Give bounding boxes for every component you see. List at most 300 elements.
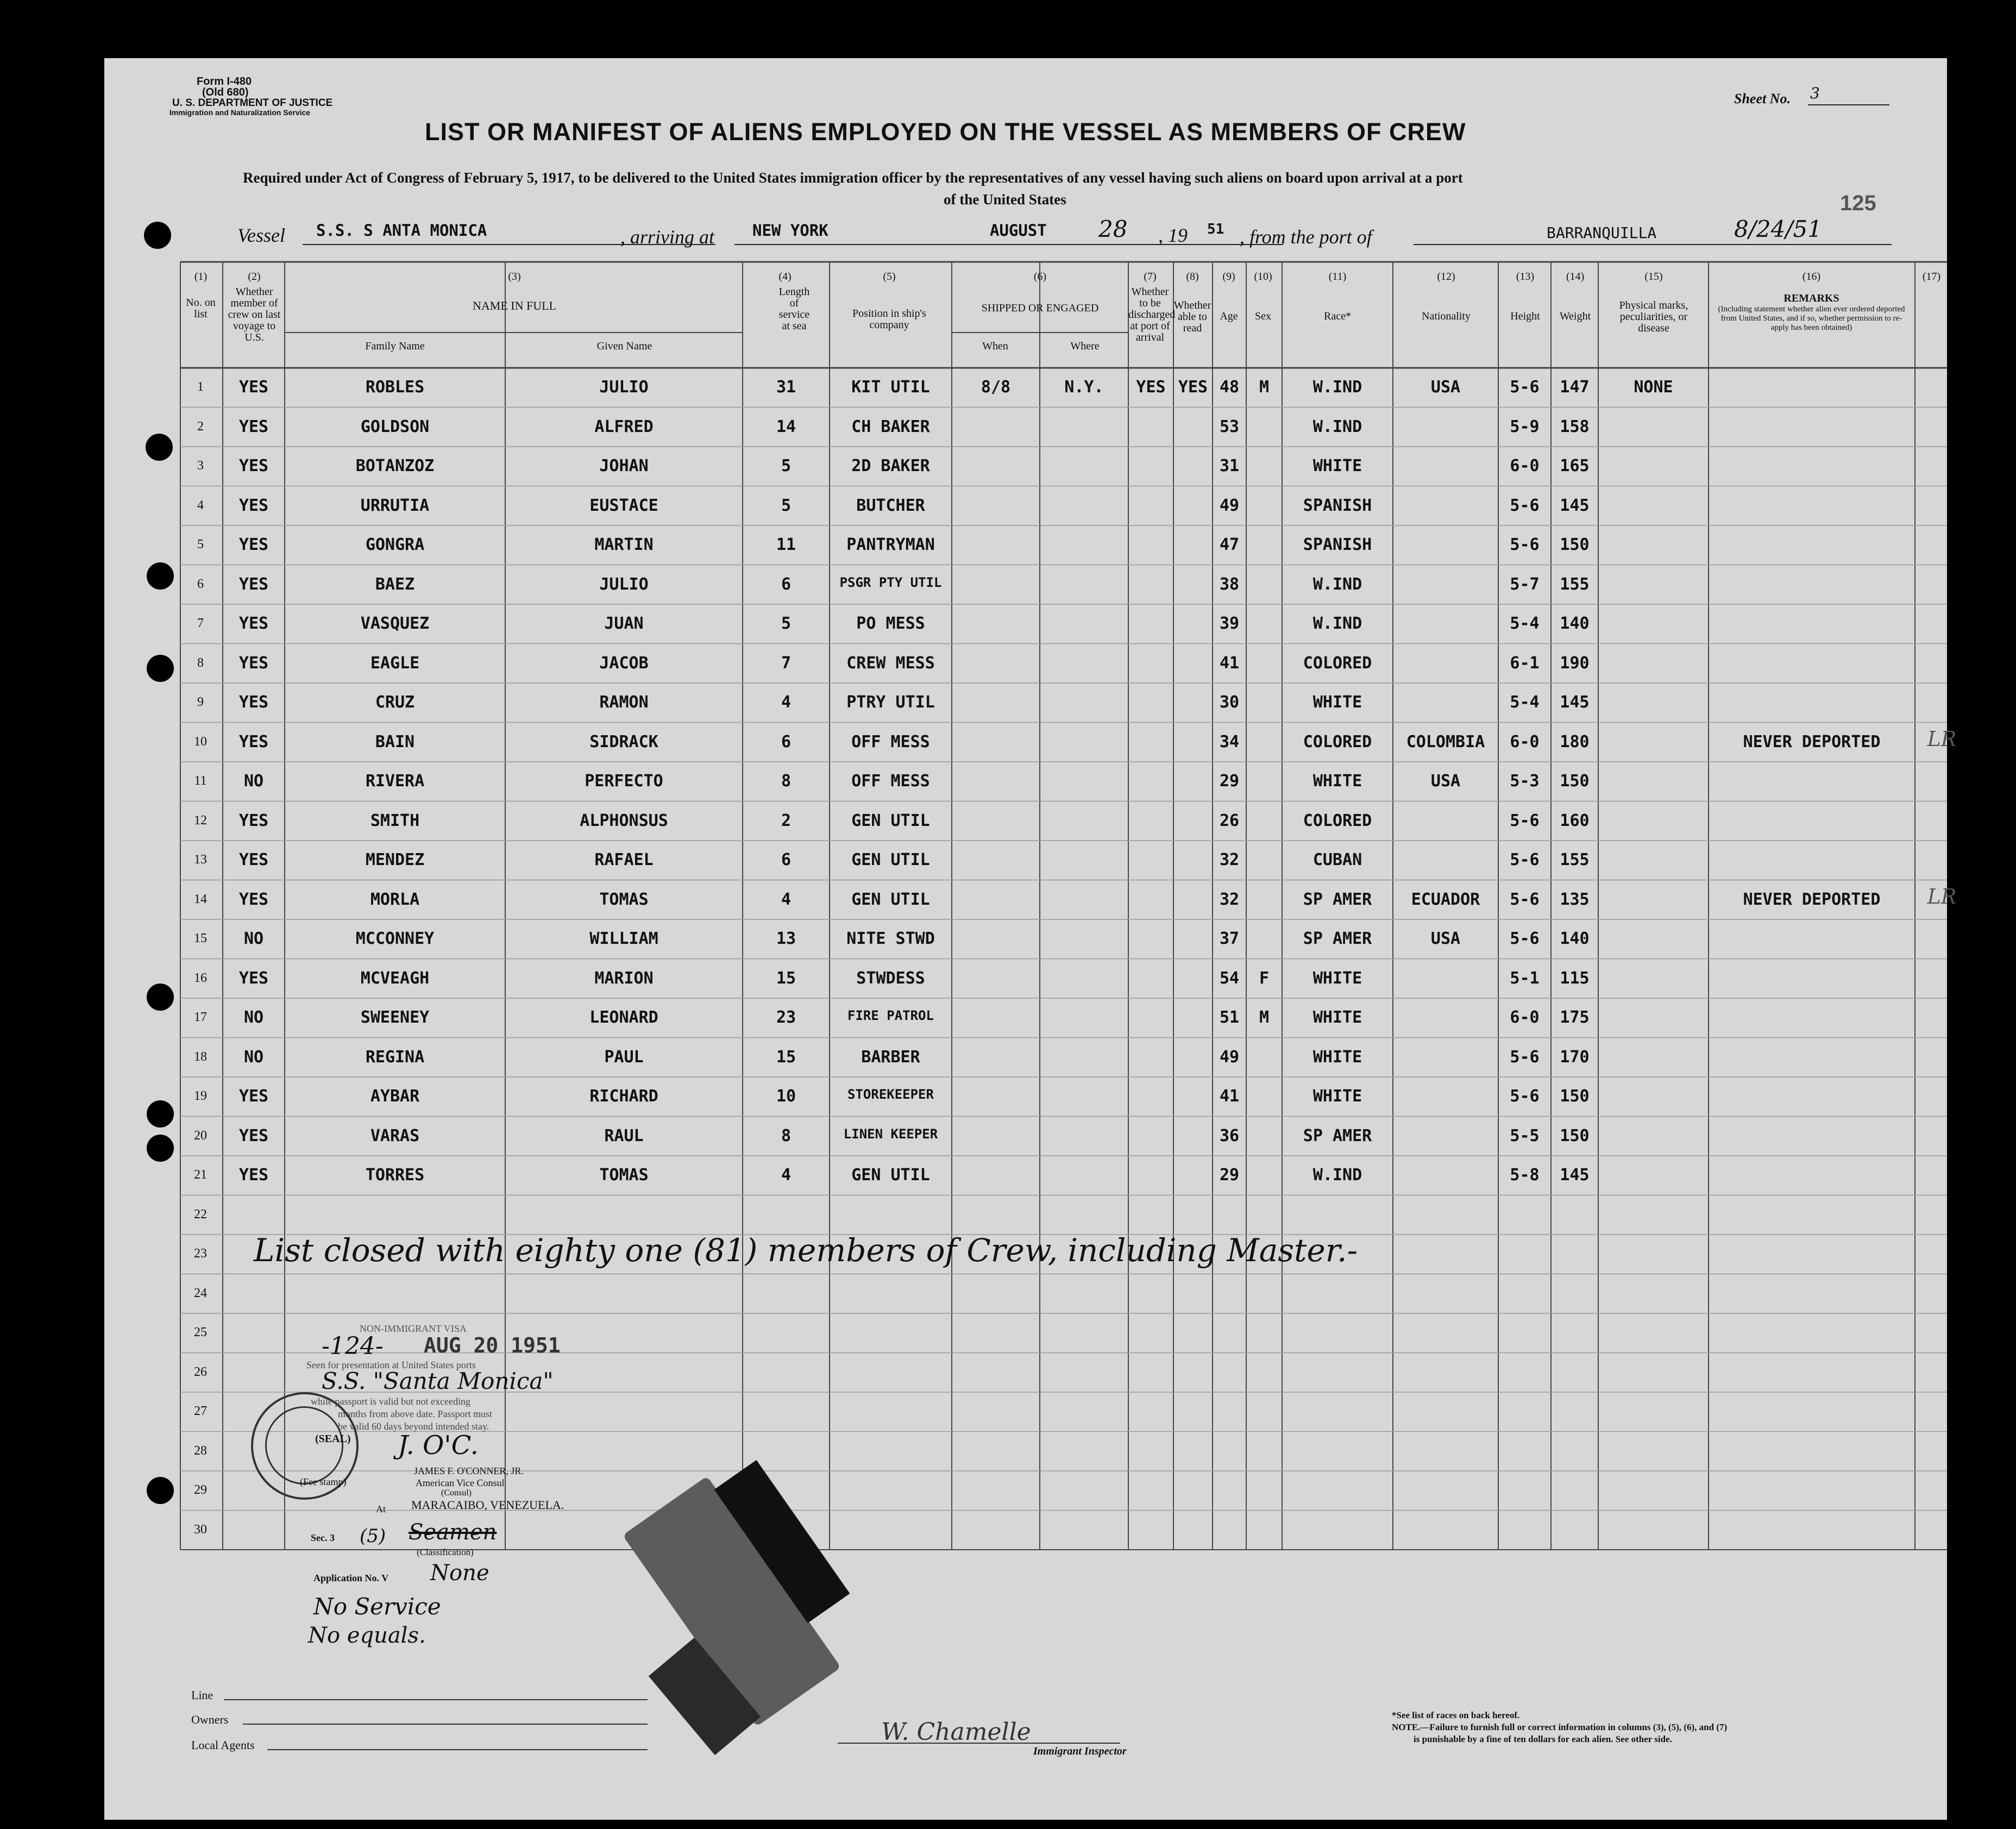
row-number: 26: [194, 1364, 207, 1379]
row-number: 17: [194, 1010, 207, 1024]
cell-height: 5-6: [1510, 1087, 1540, 1106]
cell-given-name: ALFRED: [594, 417, 654, 436]
cell-race: WHITE: [1312, 456, 1362, 475]
cell-service-length: 6: [781, 732, 792, 751]
cell-given-name: WILLIAM: [589, 929, 658, 948]
row-number: 11: [194, 774, 207, 788]
row-number: 3: [197, 459, 204, 473]
cell-position: FIRE PATROL: [847, 1008, 934, 1023]
col7-num: (7): [1144, 271, 1157, 283]
row-number: 18: [194, 1049, 207, 1064]
cell-service-length: 14: [776, 417, 796, 436]
cell-family-name: MCCONNEY: [355, 929, 435, 948]
col15-label: Physical marks, peculiarities, or disease: [1619, 299, 1688, 334]
cell-race: WHITE: [1312, 1047, 1362, 1067]
cell-position: NITE STWD: [846, 929, 935, 948]
cell-service-length: 6: [781, 850, 792, 869]
col6-where: Where: [1070, 340, 1100, 352]
cell-weight: 145: [1560, 693, 1590, 712]
cell-weight: 190: [1560, 653, 1590, 673]
cell-height: 5-6: [1510, 811, 1540, 830]
vessel-label: Vessel: [237, 224, 285, 246]
cell-age: 29: [1219, 1166, 1240, 1185]
col10-num: (10): [1254, 271, 1272, 283]
cell-position: GEN UTIL: [851, 890, 930, 909]
cell-height: 5-5: [1510, 1126, 1540, 1145]
date-note: 8/24/51: [1734, 216, 1822, 242]
row-number: 12: [194, 813, 207, 828]
cell-weight: 150: [1560, 535, 1590, 554]
cell-position: GEN UTIL: [851, 811, 930, 830]
cell-remarks: NEVER DEPORTED: [1743, 890, 1881, 909]
col8-num: (8): [1186, 271, 1199, 283]
closing-note: List closed with eighty one (81) members of Crew, including Master.-: [254, 1232, 1358, 1269]
subtitle-line1: Required under Act of Congress of February 5, 1917, to be delivered to the United States immigration officer by the representatives of any vessel having such aliens on board upon arrival at a port: [243, 170, 1463, 186]
cell-height: 5-7: [1510, 574, 1540, 594]
cell-position: PANTRYMAN: [846, 535, 935, 554]
col5-label: Position in ship's company: [852, 308, 926, 331]
row-number: 30: [194, 1522, 207, 1537]
row-number: 2: [197, 419, 204, 434]
cell-service-length: 15: [776, 968, 796, 988]
cell-given-name: RAMON: [599, 693, 649, 712]
year-prefix: , 19: [1158, 224, 1188, 246]
cell-last-voyage: YES: [238, 417, 269, 436]
cell-weight: 140: [1560, 929, 1590, 948]
cell-position: LINEN KEEPER: [843, 1126, 938, 1142]
cell-service-length: 23: [776, 1008, 796, 1027]
cell-family-name: SMITH: [370, 811, 420, 830]
cell-weight: 145: [1560, 496, 1590, 515]
row-number: 8: [197, 655, 204, 670]
visa-number: -124-: [322, 1332, 384, 1360]
cell-weight: 160: [1560, 811, 1590, 830]
cell-age: 32: [1219, 850, 1240, 869]
cell-position: PTRY UTIL: [846, 693, 935, 712]
row-number: 22: [194, 1207, 207, 1222]
cell-nationality: USA: [1430, 929, 1461, 948]
cell-last-voyage: YES: [238, 456, 269, 475]
cell-race: W.IND: [1312, 1166, 1362, 1185]
cell-nationality: COLOMBIA: [1406, 732, 1485, 751]
cell-race: COLORED: [1303, 732, 1372, 751]
cell-race: COLORED: [1303, 811, 1372, 830]
col16-num: (16): [1802, 271, 1821, 283]
cell-service-length: 11: [776, 535, 796, 554]
row-number: 1: [197, 380, 204, 394]
cell-given-name: EUSTACE: [589, 496, 658, 515]
sec-value: (5): [360, 1525, 386, 1547]
punch-hole: [147, 1135, 174, 1162]
cell-race: W.IND: [1312, 417, 1362, 436]
cell-race: WHITE: [1312, 693, 1362, 712]
cell-height: 5-3: [1510, 772, 1540, 791]
visa-heading: NON-IMMIGRANT VISA: [360, 1323, 467, 1334]
application-label: Application No. V: [313, 1573, 389, 1583]
cell-given-name: PAUL: [604, 1047, 644, 1067]
cell-age: 38: [1219, 574, 1240, 594]
cell-given-name: JOHAN: [599, 456, 649, 475]
cell-family-name: BAIN: [375, 732, 415, 751]
cell-given-name: LEONARD: [589, 1008, 658, 1027]
col9-label: Age: [1220, 310, 1238, 322]
cell-nationality: ECUADOR: [1411, 890, 1480, 909]
punch-hole: [146, 434, 173, 461]
cell-last-voyage: NO: [243, 929, 264, 948]
consul-signature: J. O'C.: [398, 1430, 479, 1461]
cell-service-length: 5: [781, 614, 792, 633]
footer-note-1: NOTE.—Failure to furnish full or correct information in columns (3), (5), (6), and (7): [1392, 1722, 1728, 1732]
cell-height: 5-6: [1510, 890, 1540, 909]
col15-num: (15): [1644, 271, 1663, 283]
year-suffix: 51: [1207, 221, 1224, 237]
consul-sub: (Consul): [441, 1488, 472, 1498]
cell-last-voyage: YES: [238, 850, 269, 869]
page-number-stamp: 125: [1840, 191, 1876, 215]
cell-last-voyage: YES: [238, 496, 269, 515]
cell-position: STOREKEEPER: [847, 1087, 934, 1102]
cell-position: KIT UTIL: [851, 378, 930, 397]
punch-hole: [147, 984, 174, 1011]
cell-when: 8/8: [981, 378, 1011, 397]
cell-height: 5-4: [1510, 614, 1540, 633]
fee-stamp-label: (Fee stamp): [300, 1476, 347, 1487]
col1-num: (1): [194, 271, 208, 283]
cell-family-name: RIVERA: [365, 772, 425, 791]
col12-label: Nationality: [1422, 310, 1471, 322]
cell-last-voyage: YES: [238, 1166, 269, 1185]
cell-last-voyage: NO: [243, 1008, 264, 1027]
cell-height: 5-9: [1510, 417, 1540, 436]
manifest-sheet: [104, 58, 1957, 1820]
cell-service-length: 2: [781, 811, 792, 830]
cell-height: 6-0: [1510, 456, 1540, 475]
cell-age: 26: [1219, 811, 1240, 830]
vessel-name: S.S. S ANTA MONICA: [316, 221, 487, 240]
cell-race: WHITE: [1312, 968, 1362, 988]
cell-weight: 145: [1560, 1166, 1590, 1185]
cell-age: 41: [1219, 1087, 1240, 1106]
col14-num: (14): [1566, 271, 1585, 283]
sheet-label: Sheet No.: [1734, 91, 1791, 107]
col3-label: NAME IN FULL: [473, 299, 556, 312]
cell-height: 5-1: [1510, 968, 1540, 988]
form-old-number: (Old 680): [202, 86, 249, 98]
cell-race: COLORED: [1303, 653, 1372, 673]
cell-position: BARBER: [861, 1047, 920, 1067]
col13-num: (13): [1516, 271, 1535, 283]
footer-owners-underline: [243, 1724, 648, 1725]
row-number: 7: [197, 616, 204, 630]
from-port: BARRANQUILLA: [1547, 224, 1657, 242]
cell-race: WHITE: [1312, 1087, 1362, 1106]
cell-family-name: BAEZ: [375, 574, 415, 594]
cell-service-length: 6: [781, 574, 792, 594]
row-number: 9: [197, 695, 204, 709]
cell-race: SP AMER: [1303, 890, 1372, 909]
footer-owners-label: Owners: [191, 1713, 229, 1726]
cell-last-voyage: YES: [238, 614, 269, 633]
cell-height: 5-6: [1510, 378, 1540, 397]
cell-age: 47: [1219, 535, 1240, 554]
cell-family-name: SWEENEY: [360, 1008, 430, 1027]
punch-hole: [147, 655, 174, 682]
no-equals-note: No equals.: [308, 1623, 426, 1648]
cell-weight: 155: [1560, 850, 1590, 869]
cell-weight: 155: [1560, 574, 1590, 594]
cell-service-length: 5: [781, 456, 792, 475]
cell-given-name: JULIO: [599, 378, 649, 397]
cell-sex: M: [1259, 1008, 1270, 1027]
sec-label: Sec. 3: [311, 1532, 335, 1543]
cell-family-name: MENDEZ: [365, 850, 425, 869]
cell-age: 49: [1219, 1047, 1240, 1067]
cell-service-length: 4: [781, 890, 792, 909]
row-number: 19: [194, 1089, 207, 1103]
cell-weight: 115: [1560, 968, 1590, 988]
cell-position: CREW MESS: [846, 653, 935, 673]
row-number: 21: [194, 1168, 207, 1182]
cell-weight: 150: [1560, 1126, 1590, 1145]
cell-last-voyage: YES: [238, 574, 269, 594]
cell-given-name: RICHARD: [589, 1087, 658, 1106]
cell-given-name: JUAN: [604, 614, 644, 633]
cell-height: 5-4: [1510, 693, 1540, 712]
cell-service-length: 10: [776, 1087, 796, 1106]
cell-race: SPANISH: [1303, 535, 1372, 554]
cell-family-name: URRUTIA: [360, 496, 430, 515]
cell-given-name: TOMAS: [599, 890, 649, 909]
cell-height: 5-6: [1510, 496, 1540, 515]
footer-note-2: is punishable by a fine of ten dollars for each alien. See other side.: [1414, 1734, 1672, 1744]
cell-service-length: 4: [781, 693, 792, 712]
cell-family-name: ROBLES: [365, 378, 425, 397]
cell-where: N.Y.: [1064, 378, 1104, 397]
cell-family-name: AYBAR: [370, 1087, 420, 1106]
footer-agents-label: Local Agents: [191, 1738, 255, 1752]
col16-label: REMARKS: [1783, 292, 1839, 304]
col3-given: Given Name: [596, 340, 652, 352]
cell-nationality: USA: [1430, 378, 1461, 397]
cell-last-voyage: YES: [238, 732, 269, 751]
cell-family-name: GOLDSON: [360, 417, 430, 436]
arrival-day: 28: [1098, 216, 1128, 242]
cell-given-name: ALPHONSUS: [580, 811, 668, 830]
cell-service-length: 7: [781, 653, 792, 673]
cell-family-name: BOTANZOZ: [355, 456, 435, 475]
consul-title: American Vice Consul: [416, 1477, 505, 1488]
cell-race: CUBAN: [1312, 850, 1362, 869]
application-value: None: [430, 1561, 489, 1586]
cell-last-voyage: YES: [238, 811, 269, 830]
cell-weight: 158: [1560, 417, 1590, 436]
col6-when: When: [982, 340, 1008, 352]
cell-race: WHITE: [1312, 772, 1362, 791]
cell-service-length: 8: [781, 1126, 792, 1145]
footer-line-label: Line: [191, 1688, 213, 1702]
col3-family: Family Name: [365, 340, 425, 352]
cell-age: 34: [1219, 732, 1240, 751]
cell-read: YES: [1178, 378, 1208, 397]
row-number: 29: [194, 1483, 207, 1497]
row-number: 25: [194, 1325, 207, 1339]
cell-position: PSGR PTY UTIL: [839, 574, 942, 590]
cell-age: 41: [1219, 653, 1240, 673]
page-title: LIST OR MANIFEST OF ALIENS EMPLOYED ON THE VESSEL AS MEMBERS OF CREW: [425, 118, 1466, 146]
no-service-note: No Service: [313, 1593, 441, 1620]
punch-hole: [147, 1100, 174, 1128]
cell-given-name: SIDRACK: [589, 732, 658, 751]
visa-line1: Seen for presentation at United States ports: [306, 1360, 476, 1370]
form-number: Form I-480: [197, 76, 252, 87]
cell-age: 54: [1219, 968, 1240, 988]
col17-num: (17): [1922, 271, 1941, 283]
punch-hole: [147, 1477, 174, 1504]
cell-age: 51: [1219, 1008, 1240, 1027]
cell-position: PO MESS: [856, 614, 925, 633]
cell-service-length: 13: [776, 929, 796, 948]
cell-given-name: MARION: [594, 968, 654, 988]
cell-weight: 150: [1560, 1087, 1590, 1106]
row-number: 6: [197, 577, 204, 591]
cell-family-name: VARAS: [370, 1126, 420, 1145]
cell-age: 31: [1219, 456, 1240, 475]
sheet-number: 3: [1810, 84, 1820, 102]
cell-weight: 180: [1560, 732, 1590, 751]
row-number: 4: [197, 498, 204, 512]
cell-age: 30: [1219, 693, 1240, 712]
cell-age: 36: [1219, 1126, 1240, 1145]
footer-note-star: *See list of races on back hereof.: [1392, 1710, 1520, 1720]
col10-label: Sex: [1255, 310, 1271, 322]
classification-value: Seamen: [409, 1520, 497, 1545]
row-number: 27: [194, 1404, 207, 1418]
cell-family-name: REGINA: [365, 1047, 425, 1067]
inspector-underline: [838, 1743, 1120, 1744]
cell-last-voyage: YES: [238, 1087, 269, 1106]
cell-weight: 165: [1560, 456, 1590, 475]
visa-date-stamp: AUG 20 1951: [424, 1333, 561, 1357]
cell-race: SP AMER: [1303, 929, 1372, 948]
visa-line2: while passport is valid but not exceeding: [311, 1396, 470, 1407]
cell-last-voyage: YES: [238, 693, 269, 712]
consul-name: JAMES F. O'CONNER, JR.: [414, 1465, 524, 1476]
cell-height: 5-8: [1510, 1166, 1540, 1185]
visa-line4: be valid 60 days beyond intended stay.: [338, 1421, 489, 1432]
cell-age: 53: [1219, 417, 1240, 436]
cell-inspector-action: LR: [1927, 884, 1957, 909]
cell-height: 5-6: [1510, 850, 1540, 869]
cell-weight: 135: [1560, 890, 1590, 909]
row-number: 5: [197, 537, 204, 552]
cell-service-length: 5: [781, 496, 792, 515]
cell-service-length: 15: [776, 1047, 796, 1067]
col6-num: (6): [1033, 271, 1047, 283]
cell-age: 29: [1219, 772, 1240, 791]
classification-label: (Classification): [417, 1547, 474, 1557]
cell-given-name: MARTIN: [594, 535, 654, 554]
col2-label: Whether member of crew on last voyage to U.S.: [228, 286, 281, 343]
cell-nationality: USA: [1430, 772, 1461, 791]
visa-at-label: At: [376, 1504, 386, 1514]
col11-label: Race*: [1324, 310, 1351, 322]
cell-position: BUTCHER: [856, 496, 925, 515]
cell-family-name: EAGLE: [370, 653, 420, 673]
row-number: 28: [194, 1443, 207, 1458]
visa-by: S.S. "Santa Monica": [322, 1368, 554, 1394]
seal-label: (SEAL): [315, 1433, 351, 1445]
cell-race: W.IND: [1312, 574, 1362, 594]
cell-given-name: JACOB: [599, 653, 649, 673]
cell-last-voyage: YES: [238, 378, 269, 397]
cell-race: WHITE: [1312, 1008, 1362, 1027]
cell-physical-marks: NONE: [1634, 378, 1673, 397]
cell-position: CH BAKER: [851, 417, 930, 436]
cell-last-voyage: YES: [238, 1126, 269, 1145]
cell-sex: M: [1259, 378, 1270, 397]
cell-discharge: YES: [1136, 378, 1166, 397]
col6-label: SHIPPED OR ENGAGED: [981, 302, 1099, 314]
col8-label: Whether able to read: [1173, 299, 1211, 334]
cell-given-name: TOMAS: [599, 1166, 649, 1185]
punch-hole: [144, 222, 171, 249]
cell-last-voyage: YES: [238, 890, 269, 909]
cell-last-voyage: NO: [243, 1047, 264, 1067]
row-number: 16: [194, 970, 207, 985]
cell-given-name: RAUL: [604, 1126, 644, 1145]
col4-num: (4): [778, 271, 792, 283]
cell-position: OFF MESS: [851, 732, 930, 751]
col16-sub: (Including statement whether alien ever ordered deported from United States, and if so, whether permission to re-apply has been obtained): [1718, 305, 1905, 332]
cell-age: 39: [1219, 614, 1240, 633]
row-number: 13: [194, 853, 207, 867]
cell-height: 5-6: [1510, 1047, 1540, 1067]
cell-last-voyage: YES: [238, 653, 269, 673]
footer-agents-underline: [267, 1749, 648, 1750]
col12-num: (12): [1437, 271, 1455, 283]
cell-height: 6-0: [1510, 732, 1540, 751]
arrival-port: NEW YORK: [752, 221, 828, 240]
inspector-signature: W. Chamelle: [881, 1718, 1031, 1746]
cell-race: SPANISH: [1303, 496, 1372, 515]
cell-last-voyage: YES: [238, 535, 269, 554]
col1-label: No. on list: [186, 297, 216, 320]
cell-age: 49: [1219, 496, 1240, 515]
department-name: U. S. DEPARTMENT OF JUSTICE: [172, 97, 333, 109]
cell-family-name: CRUZ: [375, 693, 415, 712]
row-number: 10: [194, 734, 207, 749]
row-number: 14: [194, 892, 207, 906]
cell-age: 48: [1219, 378, 1240, 397]
col13-label: Height: [1510, 310, 1540, 322]
cell-position: OFF MESS: [851, 772, 930, 791]
col3-num: (3): [508, 271, 521, 283]
cell-weight: 170: [1560, 1047, 1590, 1067]
cell-family-name: VASQUEZ: [360, 614, 430, 633]
cell-race: W.IND: [1312, 378, 1362, 397]
col2-num: (2): [248, 271, 261, 283]
cell-family-name: TORRES: [365, 1166, 425, 1185]
cell-weight: 147: [1560, 378, 1590, 397]
cell-inspector-action: LR: [1927, 726, 1957, 751]
row-number: 24: [194, 1286, 207, 1300]
cell-last-voyage: YES: [238, 968, 269, 988]
cell-remarks: NEVER DEPORTED: [1743, 732, 1881, 751]
cell-given-name: PERFECTO: [585, 772, 663, 791]
punch-hole: [147, 562, 174, 590]
cell-height: 6-0: [1510, 1008, 1540, 1027]
cell-position: GEN UTIL: [851, 850, 930, 869]
